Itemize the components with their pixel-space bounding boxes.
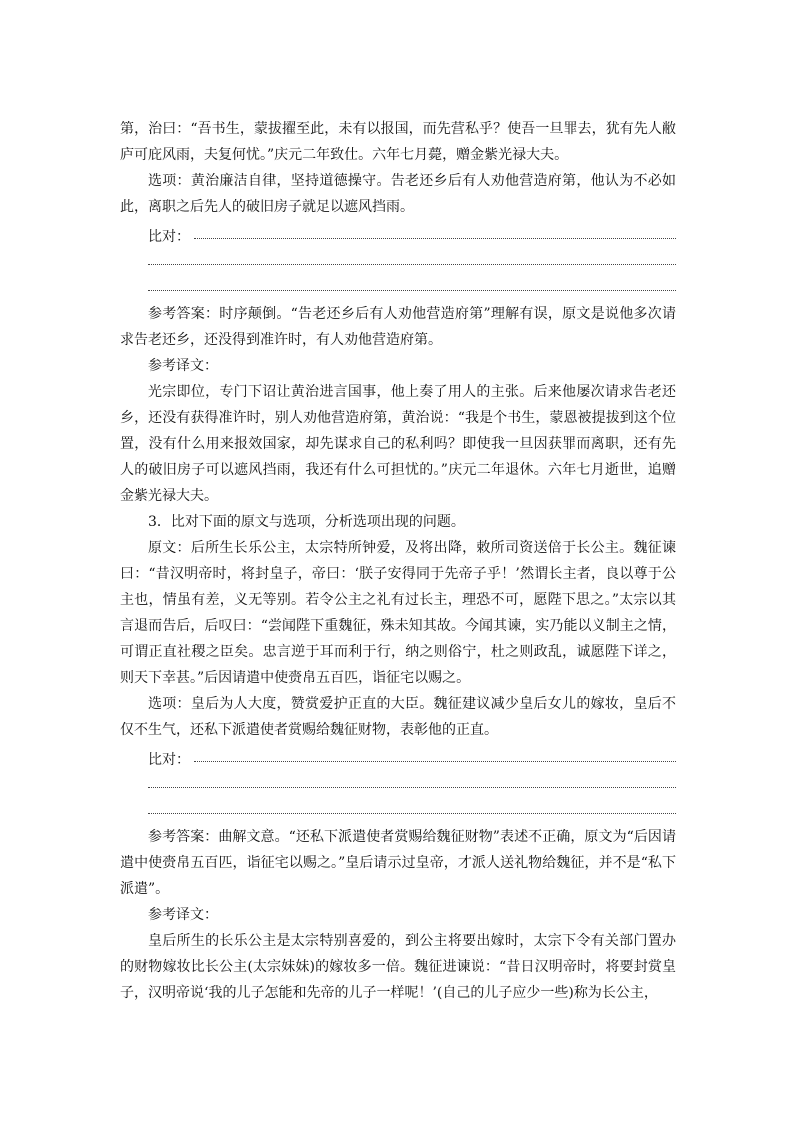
answer-blank[interactable] [194, 237, 676, 239]
answer-blank[interactable] [194, 760, 676, 762]
question-heading: 3．比对下面的原文与选项，分析选项出现的问题。 [148, 514, 465, 530]
answer-blank[interactable] [148, 272, 676, 298]
reference-answer: 参考答案：曲解文意。“还私下派遣使者赏赐给魏征财物”表述不正确，原文为“后因请遣中使赍帛五百匹，诣征宅以赐之。”皇后请示过皇帝，才派人送礼物给魏征，并不是“私下派遣”。 [120, 829, 676, 897]
translation-label: 参考译文： [148, 907, 218, 923]
original-text: 原文：后所生长乐公主，太宗特所钟爱，及将出降，敕所司资送倍于长公主。魏征谏曰：“昔汉明帝时，将封皇子，帝曰：‘朕子安得同于先帝子乎！’然谓长主者，良以尊于公主也，情虽有差，义无等别。若令公主之礼有过长主，理恐不可，愿陛下思之。”太宗以其言退而告后，后叹曰：“尝闻陛下重魏征，殊未知其故。今闻其谏，实乃能以义制主之情，可谓正直社稷之臣矣。忠言逆于耳而利于行，纳之则俗宁，杜之则政乱，诚愿陛下详之，则天下幸甚。”后因请遣中使赍帛五百匹，诣征宅以赐之。 [120, 540, 676, 686]
answer-blank[interactable] [148, 795, 676, 821]
option-text: 选项：黄治廉洁自律，坚持道德操守。告老还乡后有人劝他营造府第，他认为不必如此，离职之后先人的破旧房子就足以遮风挡雨。 [120, 173, 676, 215]
answer-blank[interactable] [148, 246, 676, 272]
compare-label: 比对： [148, 752, 190, 768]
translation-text: 皇后所生的长乐公主是太宗特别喜爱的，到公主将要出嫁时，太宗下令有关部门置办的财物嫁妆比长公主(太宗妹妹)的嫁妆多一倍。魏征进谏说：“昔日汉明帝时，将要封赏皇子，汉明帝说‘我的儿子怎能和先帝的儿子一样呢！’(自己的儿子应少一些)称为长公主， [120, 933, 676, 1001]
compare-line[interactable] [148, 743, 676, 769]
reference-answer: 参考答案：时序颠倒。“告老还乡后有人劝他营造府第”理解有误，原文是说他多次请求告老还乡，还没得到准许时，有人劝他营造府第。 [120, 306, 676, 348]
translation-label: 参考译文： [148, 358, 218, 374]
original-text-continued: 第，治曰：“吾书生，蒙拔擢至此，未有以报国，而先营私乎？使吾一旦罪去，犹有先人敝庐可庇风雨，夫复何忧。”庆元二年致仕。六年七月薨，赠金紫光禄大夫。 [120, 121, 676, 163]
option-text: 选项：皇后为人大度，赞赏爱护正直的大臣。魏征建议减少皇后女儿的嫁妆，皇后不仅不生气，还私下派遣使者赏赐给魏征财物，表彰他的正直。 [120, 696, 676, 738]
answer-blank[interactable] [148, 769, 676, 795]
compare-label: 比对： [148, 229, 190, 245]
translation-text: 光宗即位，专门下诏让黄治进言国事，他上奏了用人的主张。后来他屡次请求告老还乡，还没有获得准许时，别人劝他营造府第，黄治说：“我是个书生，蒙恩被提拔到这个位置，没有什么用来报效国家，却先谋求自己的私利吗？即使我一旦因获罪而离职，还有先人的破旧房子可以遮风挡雨，我还有什么可担忧的。”庆元二年退休。六年七月逝世，追赠金紫光禄大夫。 [120, 384, 676, 504]
compare-line[interactable] [148, 220, 676, 246]
